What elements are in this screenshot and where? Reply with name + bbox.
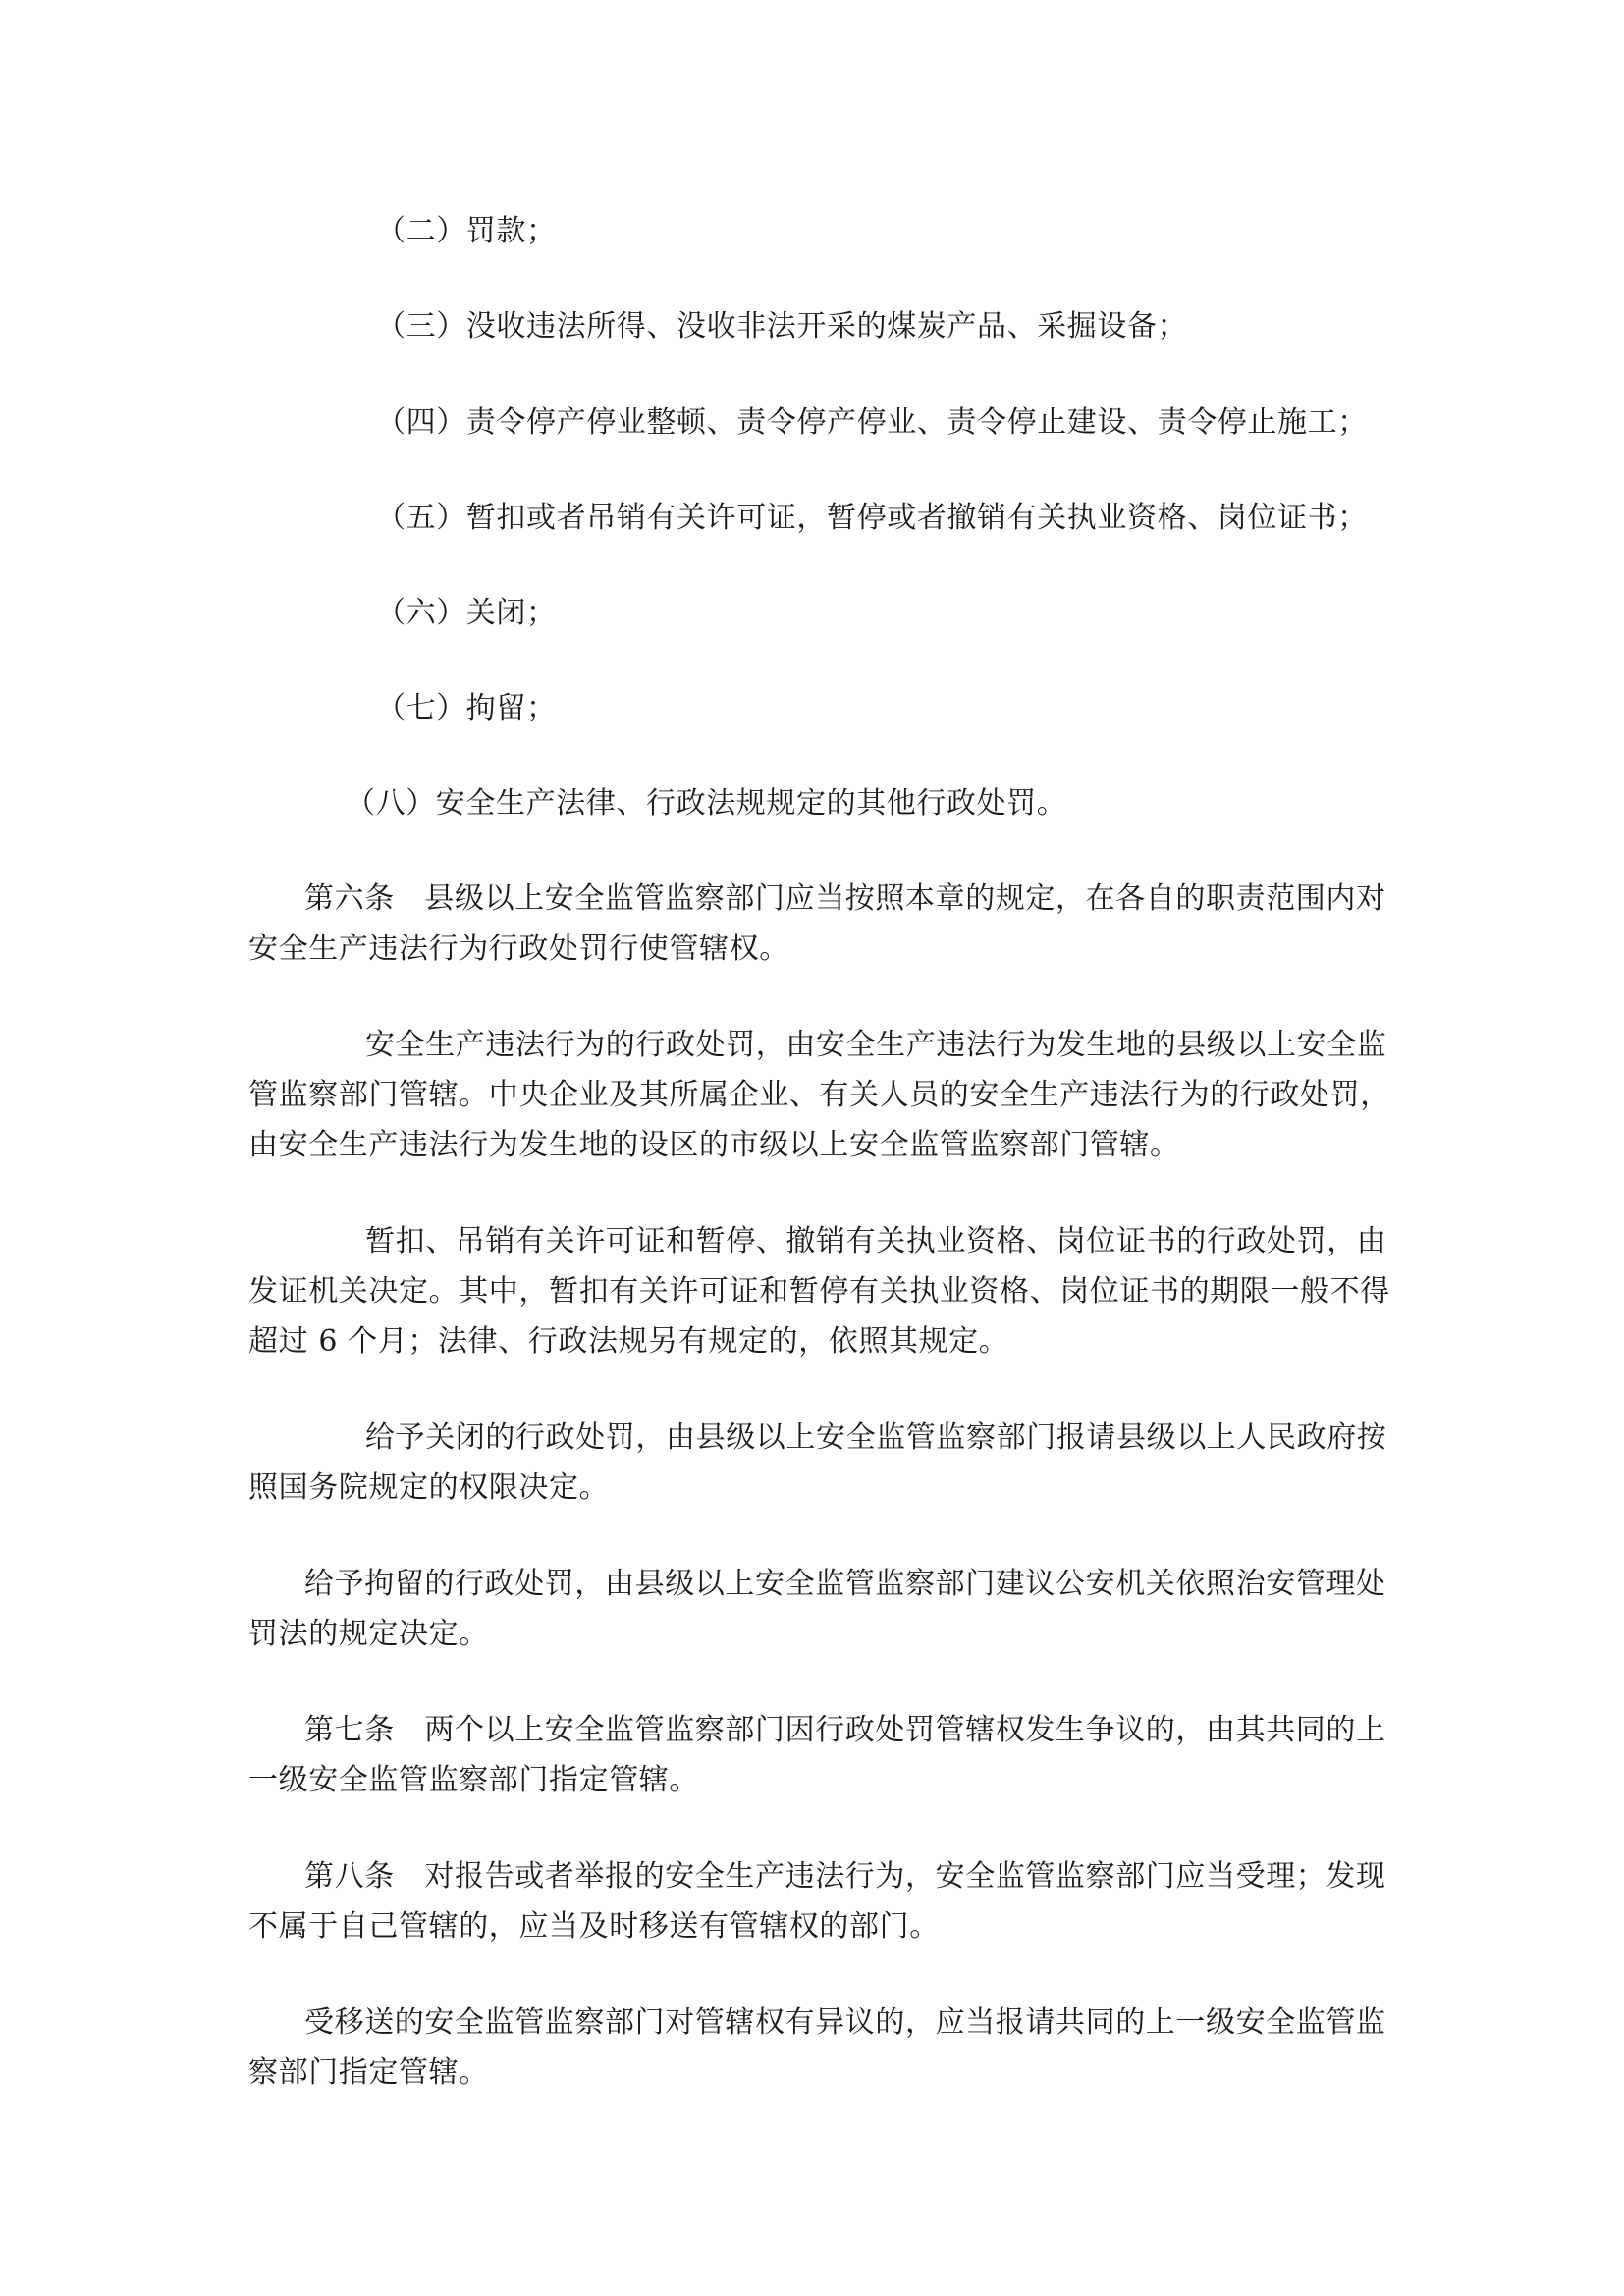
- list-item-6: （六）关闭；: [376, 596, 557, 630]
- article-8-line-2: 不属于自己管辖的，应当及时移送有管辖权的部门。: [248, 1909, 940, 1944]
- list-item-7: （七）拘留；: [376, 691, 557, 725]
- jurisdiction-line-2: 管监察部门管辖。中央企业及其所属企业、有关人员的安全生产违法行为的行政处罚，: [248, 1078, 1390, 1112]
- list-item-5: （五）暂扣或者吊销有关许可证，暂停或者撤销有关执业资格、岗位证书；: [376, 501, 1368, 535]
- closure-line-1: 给予关闭的行政处罚，由县级以上安全监管监察部门报请县级以上人民政府按: [365, 1420, 1387, 1455]
- article-8-line-1: 第八条 对报告或者举报的安全生产违法行为，安全监管监察部门应当受理；发现: [304, 1859, 1386, 1894]
- list-item-3: （三）没收违法所得、没收非法开采的煤炭产品、采掘设备；: [376, 309, 1188, 344]
- article-6-line-1: 第六条 县级以上安全监管监察部门应当按照本章的规定，在各自的职责范围内对: [304, 881, 1386, 916]
- list-item-4: （四）责令停产停业整顿、责令停产停业、责令停止建设、责令停止施工；: [376, 405, 1368, 440]
- transfer-line-2: 察部门指定管辖。: [248, 2056, 489, 2090]
- suspension-line-3: 超过 6 个月；法律、行政法规另有规定的，依照其规定。: [248, 1324, 1009, 1359]
- suspension-line-2: 发证机关决定。其中，暂扣有关许可证和暂停有关执业资格、岗位证书的期限一般不得: [248, 1274, 1390, 1308]
- detention-line-2: 罚法的规定决定。: [248, 1617, 489, 1651]
- article-7-line-2: 一级安全监管监察部门指定管辖。: [248, 1763, 699, 1797]
- list-item-2: （二）罚款；: [376, 214, 557, 248]
- article-6-line-2: 安全生产违法行为行政处罚行使管辖权。: [248, 932, 789, 966]
- jurisdiction-line-3: 由安全生产违法行为发生地的设区的市级以上安全监管监察部门管辖。: [248, 1128, 1180, 1162]
- detention-line-1: 给予拘留的行政处罚，由县级以上安全监管监察部门建议公安机关依照治安管理处: [304, 1567, 1386, 1601]
- list-item-8: （八）安全生产法律、行政法规规定的其他行政处罚。: [346, 786, 1067, 821]
- suspension-line-1: 暂扣、吊销有关许可证和暂停、撤销有关执业资格、岗位证书的行政处罚，由: [365, 1224, 1387, 1258]
- closure-line-2: 照国务院规定的权限决定。: [248, 1470, 610, 1505]
- article-7-line-1: 第七条 两个以上安全监管监察部门因行政处罚管辖权发生争议的，由其共同的上: [304, 1713, 1386, 1747]
- transfer-line-1: 受移送的安全监管监察部门对管辖权有异议的，应当报请共同的上一级安全监管监: [304, 2005, 1386, 2040]
- jurisdiction-line-1: 安全生产违法行为的行政处罚，由安全生产违法行为发生地的县级以上安全监: [365, 1028, 1387, 1062]
